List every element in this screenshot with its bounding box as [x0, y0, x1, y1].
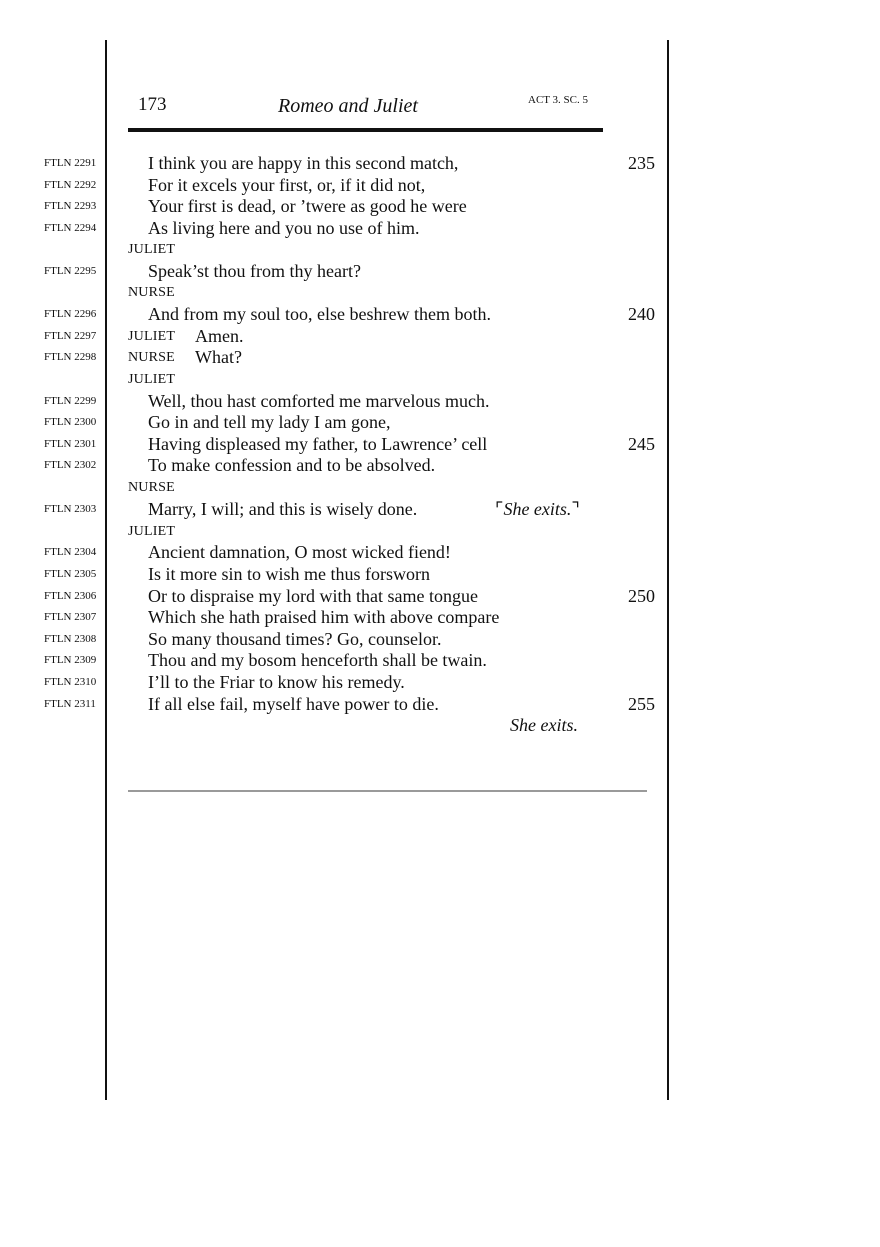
verse-row — [0, 629, 880, 651]
verse-row — [0, 434, 880, 456]
verse-text: I’ll to the Friar to know his remedy. — [148, 672, 405, 692]
ftln-number: FTLN 2301 — [44, 438, 97, 450]
stage-direction-exit: She exits. — [510, 715, 578, 735]
verse-row — [0, 694, 880, 716]
ftln-number: FTLN 2291 — [44, 157, 97, 169]
ftln-number: FTLN 2296 — [44, 308, 97, 320]
verse-text: For it excels your first, or, if it did not, — [148, 175, 426, 195]
verse-row — [0, 218, 880, 240]
header-rule — [128, 128, 603, 132]
running-title: Romeo and Juliet — [278, 95, 418, 117]
verse-text: Which she hath praised him with above compare — [148, 607, 500, 627]
line-number: 250 — [628, 586, 655, 606]
verse-text: Ancient damnation, O most wicked fiend! — [148, 542, 451, 562]
line-number: 240 — [628, 304, 655, 324]
verse-row — [0, 261, 880, 283]
ftln-number: FTLN 2303 — [44, 503, 97, 515]
verse-text: If all else fail, myself have power to die. — [148, 694, 439, 714]
line-number: 245 — [628, 434, 655, 454]
verse-text: And from my soul too, else beshrew them both. — [148, 304, 491, 324]
ftln-number: FTLN 2297 — [44, 330, 97, 342]
verse-row — [0, 499, 880, 521]
verse-text: To make confession and to be absolved. — [148, 455, 436, 475]
ftln-number: FTLN 2299 — [44, 395, 97, 407]
speaker-name: JULIET — [128, 372, 176, 387]
speaker-row — [0, 369, 880, 391]
verse-text: Or to dispraise my lord with that same tongue — [148, 586, 478, 606]
ftln-number: FTLN 2309 — [44, 654, 97, 666]
line-number: 255 — [628, 694, 655, 714]
stage-direction — [495, 499, 580, 520]
ftln-number: FTLN 2305 — [44, 568, 97, 580]
verse-text: What? — [195, 347, 242, 367]
speaker-name: NURSE — [128, 350, 175, 365]
ftln-number: FTLN 2294 — [44, 222, 97, 234]
verse-row — [0, 455, 880, 477]
verse-text: Go in and tell my lady I am gone, — [148, 412, 391, 432]
verse-text: Is it more sin to wish me thus forsworn — [148, 564, 430, 584]
speaker-row — [0, 282, 880, 304]
speaker-name: NURSE — [128, 285, 175, 300]
ftln-number: FTLN 2293 — [44, 200, 97, 212]
stage-direction-text: She exits. — [503, 499, 572, 519]
verse-row — [0, 650, 880, 672]
verse-text: Your first is dead, or ’twere as good he were — [148, 196, 467, 216]
verse-row — [0, 672, 880, 694]
verse-text: Having displeased my father, to Lawrence’ cell — [148, 434, 488, 454]
speaker-name: JULIET — [128, 242, 176, 257]
bracket-open: ⌜ — [495, 499, 504, 519]
speaker-row — [0, 521, 880, 543]
verse-text: Speak’st thou from thy heart? — [148, 261, 361, 281]
speaker-name: JULIET — [128, 524, 176, 539]
verse-text: Amen. — [195, 326, 244, 346]
ftln-number: FTLN 2307 — [44, 611, 97, 623]
ftln-number: FTLN 2310 — [44, 676, 97, 688]
ftln-number: FTLN 2298 — [44, 351, 97, 363]
verse-row — [0, 412, 880, 434]
ftln-number: FTLN 2311 — [44, 698, 96, 710]
verse-row — [0, 542, 880, 564]
verse-text: As living here and you no use of him. — [148, 218, 420, 238]
verse-text: Thou and my bosom henceforth shall be twain. — [148, 650, 487, 670]
ftln-number: FTLN 2308 — [44, 633, 97, 645]
verse-row — [0, 196, 880, 218]
act-scene-locator: ACT 3. SC. 5 — [528, 94, 589, 106]
verse-text: Marry, I will; and this is wisely done. — [148, 499, 418, 519]
speaker-name: NURSE — [128, 480, 175, 495]
verse-row — [0, 153, 880, 175]
ftln-number: FTLN 2300 — [44, 416, 97, 428]
verse-text: Well, thou hast comforted me marvelous much. — [148, 391, 490, 411]
verse-row — [0, 326, 880, 348]
speaker-name: JULIET — [128, 329, 176, 344]
verse-row — [0, 304, 880, 326]
speaker-row — [0, 477, 880, 499]
verse-row — [0, 347, 880, 369]
bracket-close: ⌝ — [571, 499, 580, 519]
line-number: 235 — [628, 153, 655, 173]
ftln-number: FTLN 2304 — [44, 546, 97, 558]
verse-row — [0, 175, 880, 197]
ftln-number: FTLN 2302 — [44, 459, 97, 471]
ftln-number: FTLN 2295 — [44, 265, 97, 277]
stage-direction-row — [0, 715, 880, 737]
verse-row — [0, 391, 880, 413]
ftln-number: FTLN 2292 — [44, 179, 97, 191]
page-number: 173 — [138, 94, 167, 115]
footer-rule — [128, 790, 647, 792]
verse-row — [0, 607, 880, 629]
verse-row — [0, 586, 880, 608]
ftln-number: FTLN 2306 — [44, 590, 97, 602]
verse-text: I think you are happy in this second match, — [148, 153, 459, 173]
verse-text: So many thousand times? Go, counselor. — [148, 629, 442, 649]
verse-row — [0, 564, 880, 586]
speaker-row — [0, 239, 880, 261]
